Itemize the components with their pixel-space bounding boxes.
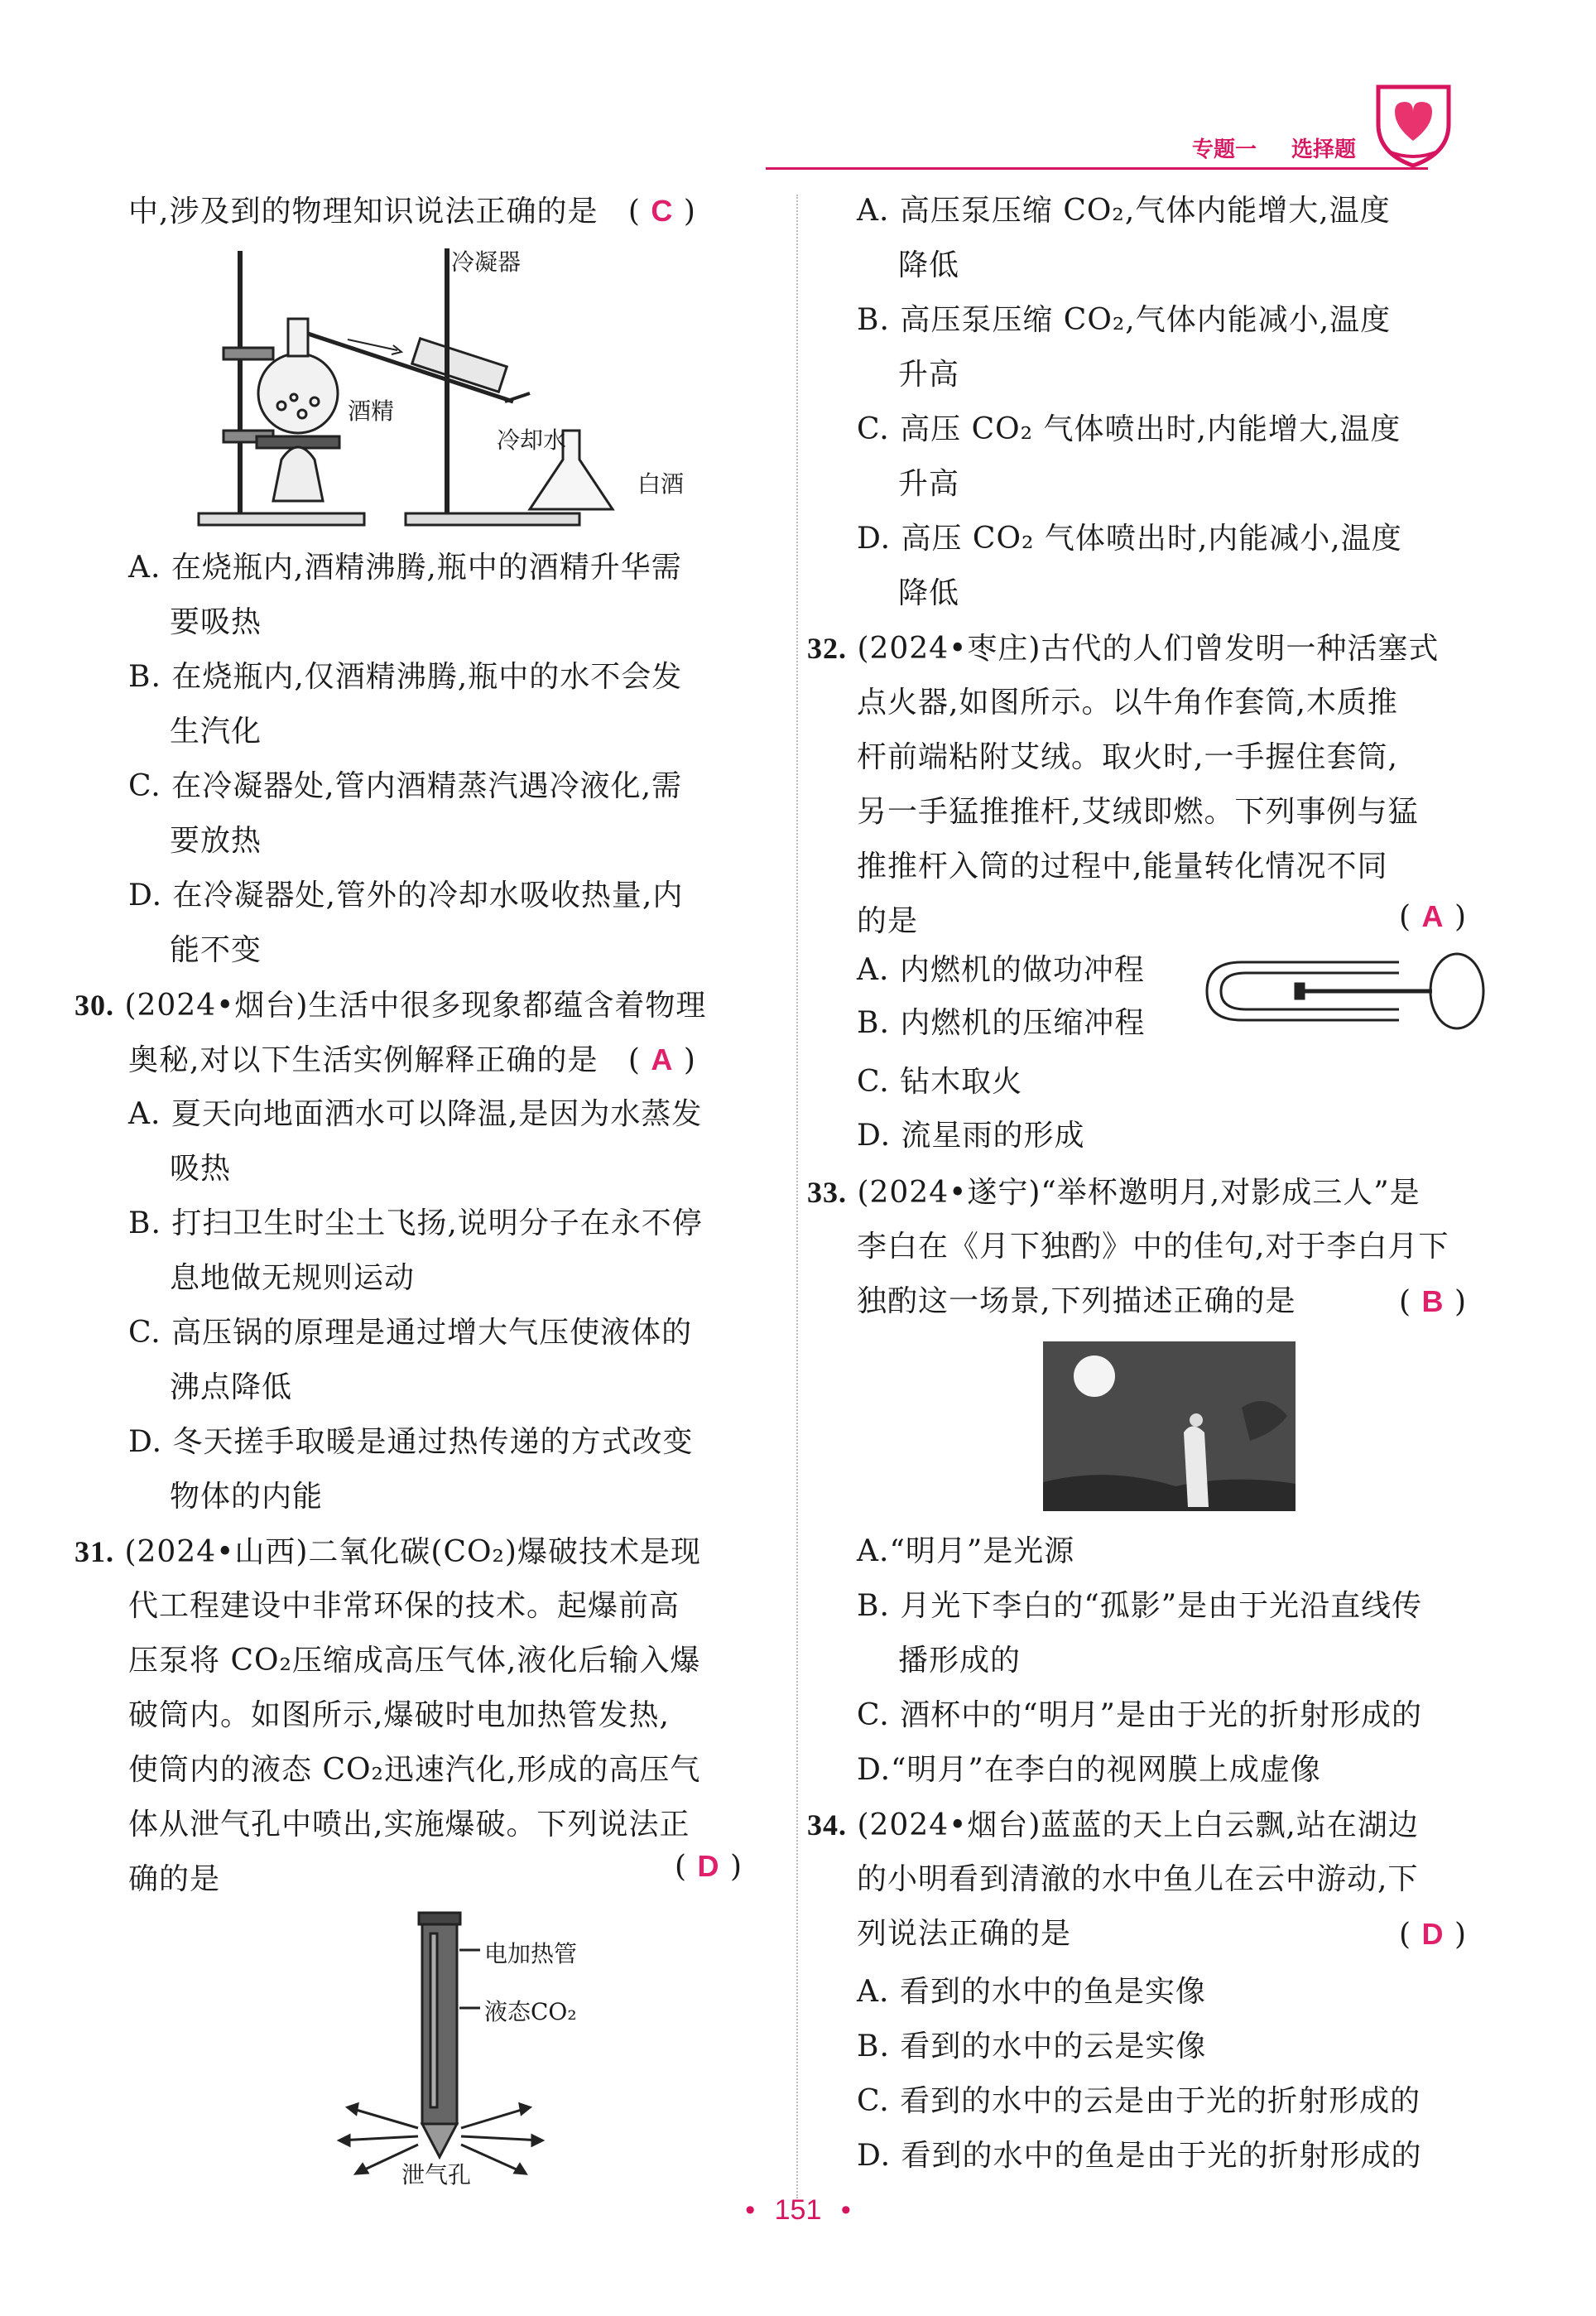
- q31-option-d-line1: D. 高压 CO₂ 气体喷出时,内能减小,温度: [857, 522, 1402, 556]
- q34-number: 34.: [807, 1808, 847, 1842]
- header-rule: [766, 167, 1428, 170]
- q30-option-d-line2: 物体的内能: [170, 1480, 324, 1514]
- q32-stem-line5: 推推杆入筒的过程中,能量转化情况不同: [857, 850, 1388, 884]
- q31-option-c-line1: C. 高压 CO₂ 气体喷出时,内能增大,温度: [857, 412, 1401, 446]
- label-liquid-co2: 液态CO₂: [484, 1998, 577, 2025]
- bullet-right-icon: •: [840, 2194, 851, 2226]
- q32-number: 32.: [807, 632, 847, 665]
- label-cooling-water: 冷却水: [497, 426, 567, 454]
- q32-option-b: B. 内燃机的压缩冲程: [857, 1006, 1146, 1040]
- q33-answer: ( B ): [1399, 1284, 1467, 1319]
- q29-option-d-line1: D. 在冷凝器处,管外的冷却水吸收热量,内: [128, 879, 684, 912]
- q32-stem-text-1: (2024•枣庄)古代的人们曾发明一种活塞式: [857, 632, 1440, 666]
- q33-option-a: A.“明月”是光源: [857, 1534, 1075, 1568]
- q33-number: 33.: [807, 1176, 847, 1209]
- co2-blasting-figure: [298, 1909, 621, 2194]
- q31-option-c-line2: 升高: [898, 467, 960, 501]
- label-heater: 电加热管: [484, 1940, 578, 1967]
- q31-option-a-line2: 降低: [898, 248, 960, 282]
- q33-option-c: C. 酒杯中的“明月”是由于光的折射形成的: [857, 1698, 1422, 1732]
- q29-stem-text: 中,涉及到的物理知识说法正确的是: [128, 195, 598, 229]
- q32-option-d: D. 流星雨的形成: [857, 1119, 1085, 1153]
- q33-answer-letter: B: [1421, 1284, 1445, 1318]
- label-liquor: 白酒: [637, 470, 685, 498]
- q30-option-c-line1: C. 高压锅的原理是通过增大气压使液体的: [128, 1316, 693, 1350]
- q33-option-d: D.“明月”在李白的视网膜上成虚像: [857, 1753, 1321, 1787]
- label-alcohol: 酒精: [348, 397, 395, 425]
- q32-option-c: C. 钻木取火: [857, 1065, 1023, 1099]
- q33-stem-text-1: (2024•遂宁)“举杯邀明月,对影成三人”是: [857, 1176, 1421, 1210]
- page-number: 151: [774, 2194, 822, 2226]
- q30-answer: ( A ): [627, 1042, 696, 1077]
- q29-option-c-line1: C. 在冷凝器处,管内酒精蒸汽遇冷液化,需: [128, 769, 683, 803]
- q30-option-a-line1: A. 夏天向地面洒水可以降温,是因为水蒸发: [128, 1097, 703, 1131]
- q31-option-d-line2: 降低: [898, 576, 960, 610]
- q31-stem-line6: 体从泄气孔中喷出,实施爆破。下列说法正: [128, 1808, 690, 1842]
- q30-number: 30.: [75, 989, 114, 1022]
- q32-stem-line6: 的是: [857, 904, 919, 938]
- q31-answer: ( D ): [675, 1849, 743, 1884]
- header-section: 专题一: [1192, 137, 1257, 161]
- q34-stem-text-1: (2024•烟台)蓝蓝的天上白云飘,站在湖边: [857, 1808, 1419, 1842]
- q31-stem-line5: 使筒内的液态 CO₂迅速汽化,形成的高压气: [128, 1753, 701, 1787]
- q30-stem-text-2: 奥秘,对以下生活实例解释正确的是: [128, 1043, 598, 1077]
- q32-stem-line3: 杆前端粘附艾绒。取火时,一手握住套筒,: [857, 740, 1398, 774]
- q32-stem-line4: 另一手猛推推杆,艾绒即燃。下列事例与猛: [857, 795, 1419, 829]
- q29-option-a-line2: 要吸热: [170, 605, 262, 639]
- label-vent: 泄气孔: [401, 2161, 472, 2188]
- q30-option-b-line1: B. 打扫卫生时尘土飞扬,说明分子在永不停: [128, 1206, 703, 1240]
- q29-option-a-line1: A. 在烧瓶内,酒精沸腾,瓶中的酒精升华需: [128, 551, 682, 585]
- header-topic: 选择题: [1291, 137, 1357, 161]
- q29-answer: ( C ): [627, 194, 696, 229]
- q30-stem-line1: [75, 987, 706, 1024]
- piston-igniter-icon: [1200, 944, 1490, 1039]
- q34-stem-line2: 的小明看到清澈的水中鱼儿在云中游动,下: [857, 1862, 1419, 1896]
- q32-stem-line1: [807, 630, 1439, 667]
- q34-option-a: A. 看到的水中的鱼是实像: [857, 1975, 1206, 2009]
- q33-option-b-line2: 播形成的: [898, 1644, 1022, 1678]
- q34-stem-line3: 列说法正确的是: [857, 1917, 1072, 1951]
- q30-option-d-line1: D. 冬天搓手取暖是通过热传递的方式改变: [128, 1425, 694, 1459]
- q29-option-d-line2: 能不变: [170, 933, 262, 967]
- bullet-left-icon: •: [745, 2194, 756, 2226]
- q34-answer-letter: D: [1421, 1917, 1445, 1951]
- q31-option-b-line1: B. 高压泵压缩 CO₂,气体内能减小,温度: [857, 303, 1392, 337]
- q31-stem-text-1: (2024•山西)二氧化碳(CO₂)爆破技术是现: [124, 1535, 701, 1569]
- q29-option-b-line1: B. 在烧瓶内,仅酒精沸腾,瓶中的水不会发: [128, 660, 683, 694]
- q31-stem-line3: 压泵将 CO₂压缩成高压气体,液化后输入爆: [128, 1644, 701, 1678]
- page-footer: [0, 2194, 1596, 2227]
- q33-stem-line3: 独酌这一场景,下列描述正确的是: [857, 1284, 1296, 1318]
- q30-stem-text-1: (2024•烟台)生活中很多现象都蕴含着物理: [124, 989, 707, 1023]
- distillation-figure: [190, 244, 720, 530]
- q34-option-d: D. 看到的水中的鱼是由于光的折射形成的: [857, 2139, 1422, 2173]
- q31-stem-line7: [128, 1861, 220, 1898]
- q34-stem-line1: [807, 1807, 1419, 1844]
- q30-option-c-line2: 沸点降低: [170, 1370, 293, 1404]
- publisher-logo-icon: [1370, 79, 1457, 170]
- q29-option-b-line2: 生汽化: [170, 715, 262, 749]
- q34-option-c: C. 看到的水中的云是由于光的折射形成的: [857, 2084, 1421, 2118]
- q30-option-b-line2: 息地做无规则运动: [170, 1261, 416, 1295]
- q33-stem-line2: 李白在《月下独酌》中的佳句,对于李白月下: [857, 1230, 1449, 1264]
- q32-option-a: A. 内燃机的做功冲程: [857, 953, 1145, 987]
- q34-answer: ( D ): [1399, 1917, 1467, 1952]
- label-condenser: 冷凝器: [451, 248, 522, 276]
- q31-stem-line4: 破筒内。如图所示,爆破时电加热管发热,: [128, 1698, 670, 1732]
- q29-stem: [128, 193, 696, 230]
- li-bai-moon-icon: [1043, 1341, 1296, 1511]
- q31-stem-text-7: 确的是: [128, 1862, 221, 1896]
- q31-option-a-line1: A. 高压泵压缩 CO₂,气体内能增大,温度: [857, 194, 1391, 228]
- moonlight-illustration: [1043, 1341, 1296, 1511]
- q31-stem-line2: 代工程建设中非常环保的技术。起爆前高: [128, 1589, 680, 1623]
- q33-stem-line1: [807, 1174, 1421, 1211]
- q30-option-a-line2: 吸热: [170, 1152, 232, 1186]
- q29-answer-letter: C: [651, 194, 674, 228]
- q31-stem-line1: [75, 1534, 701, 1571]
- q29-option-c-line2: 要放热: [170, 824, 262, 858]
- q34-option-b: B. 看到的水中的云是实像: [857, 2030, 1207, 2063]
- q32-answer-letter: A: [1421, 899, 1445, 933]
- column-separator: [796, 195, 798, 2198]
- q30-answer-letter: A: [651, 1042, 674, 1076]
- q31-number: 31.: [75, 1535, 114, 1568]
- q30-stem-line2: [128, 1042, 696, 1079]
- q31-option-b-line2: 升高: [898, 358, 960, 392]
- q32-answer: ( A ): [1399, 899, 1467, 934]
- q31-answer-letter: D: [697, 1849, 720, 1883]
- q33-option-b-line1: B. 月光下李白的“孤影”是由于光沿直线传: [857, 1589, 1423, 1623]
- q32-stem-line2: 点火器,如图所示。以牛角作套筒,木质推: [857, 686, 1398, 720]
